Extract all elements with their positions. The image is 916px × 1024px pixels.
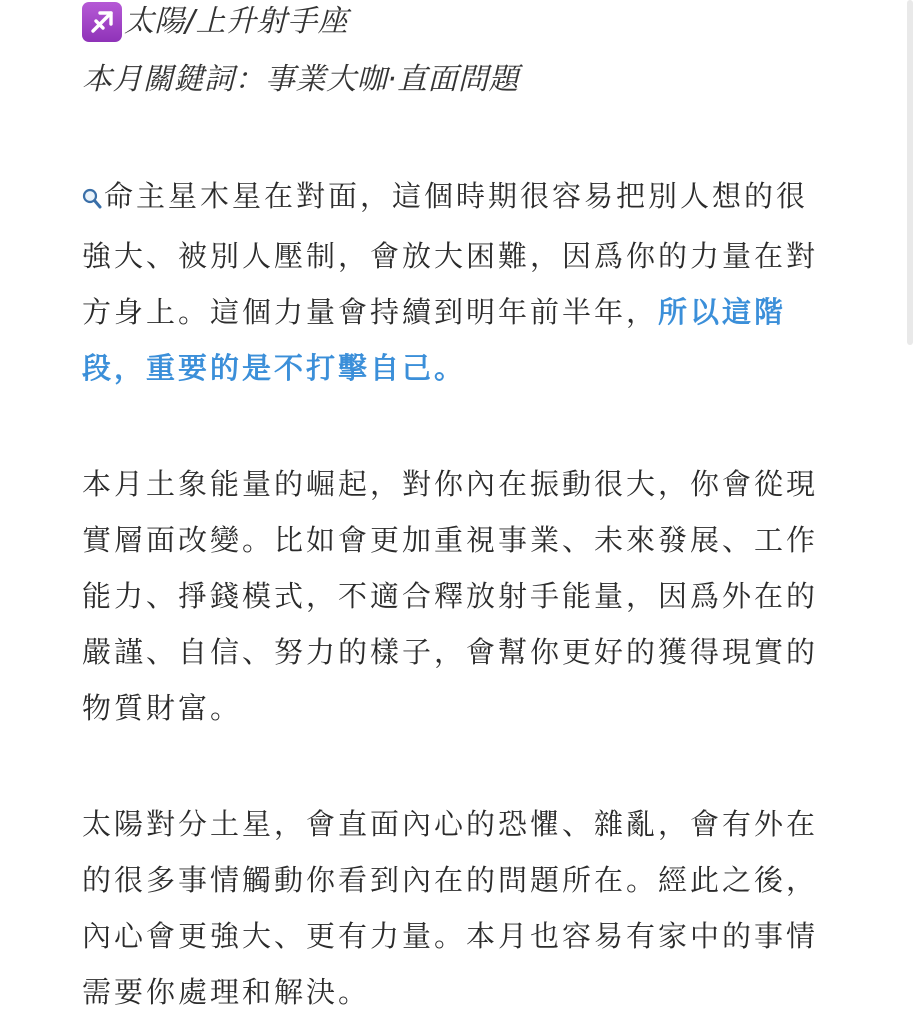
paragraph-jupiter-text: 命主星木星在對面，這個時期很容易把別人想的很強大、被別人壓制，會放大困難，因爲你的力量在對方身上。這個力量會持續到明年前半年， [82,179,819,329]
sagittarius-icon [82,2,122,42]
paragraph-earth-energy: 本月土象能量的崛起，對你內在振動很大，你會從現實層面改變。比如會更加重視事業、未來發展、工作能力、掙錢模式，不適合釋放射手能量，因爲外在的嚴謹、自信、努力的樣子，會幫你更好的獲得現實的物質財富。 [82,467,819,725]
article [82,0,838,1020]
paragraph-jupiter-highlight: 所以這階段，重要的是不打擊自己。 [82,295,787,385]
keywords-line: 本月關鍵詞：事業大咖·直面問題 [82,62,520,97]
search-icon [82,172,102,228]
scrollbar[interactable] [907,0,913,345]
sign-title: 太陽/上升射手座 [124,4,349,39]
paragraph-jupiter [82,168,838,396]
paragraph-saturn-opposition: 太陽對分土星，會直面內心的恐懼、雜亂，會有外在的很多事情觸動你看到內在的問題所在。經此之後，內心會更強大、更有力量。本月也容易有家中的事情需要你處理和解決。 [82,807,819,1009]
sign-heading [82,0,838,44]
